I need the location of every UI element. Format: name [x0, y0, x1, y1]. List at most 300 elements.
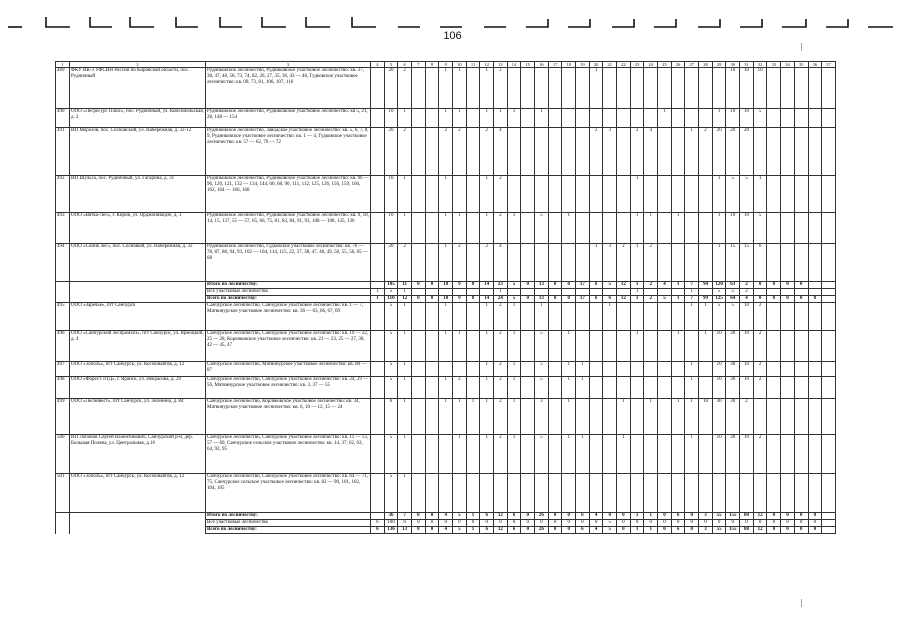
subtotal-value: 6 [589, 282, 603, 289]
value-cell [644, 176, 658, 213]
subtotal-value: 0 [671, 520, 685, 527]
column-number: 5 [384, 62, 398, 68]
value-cell [521, 244, 535, 282]
value-cell [425, 176, 439, 213]
value-cell: 1 [535, 303, 549, 331]
value-cell [412, 377, 426, 399]
value-cell: 10 [740, 303, 754, 331]
value-cell [617, 128, 631, 176]
subtotal-value: 26 [535, 513, 549, 520]
value-cell [439, 435, 453, 474]
value-cell [425, 244, 439, 282]
value-cell [412, 213, 426, 244]
subtotal-value: 11 [398, 282, 412, 289]
value-cell [781, 362, 795, 377]
subtotal-value: 7 [685, 296, 699, 303]
subtotal-value: 12 [617, 296, 631, 303]
subtotal-value: 13 [398, 527, 412, 534]
row-number: 491 [56, 128, 70, 176]
value-cell [630, 399, 644, 435]
value-cell: 3 [603, 244, 617, 282]
organization-cell: ООО «Тополь», пгт Санчурск, ул. Космонавтов, д. 12 [70, 362, 206, 377]
value-cell [808, 435, 822, 474]
subtotal-value: 17 [576, 296, 590, 303]
column-number: 22 [617, 62, 631, 68]
value-cell: 2 [494, 213, 508, 244]
value-cell: 30 [712, 399, 726, 435]
subtotal-value: 12 [617, 282, 631, 289]
value-cell [699, 435, 713, 474]
value-cell [630, 68, 644, 109]
subtotal-value: 0 [425, 513, 439, 520]
value-cell: 2 [753, 377, 767, 399]
subtotal-value: 55 [712, 513, 726, 520]
value-cell [767, 68, 781, 109]
value-cell [808, 244, 822, 282]
value-cell [767, 176, 781, 213]
value-cell [808, 377, 822, 399]
value-cell: 1 [712, 176, 726, 213]
value-cell: 1 [699, 303, 713, 331]
value-cell [630, 474, 644, 513]
value-cell [822, 377, 836, 399]
subtotal-value: 14 [480, 282, 494, 289]
value-cell [576, 176, 590, 213]
value-cell [617, 176, 631, 213]
value-cell [658, 331, 672, 362]
value-cell: 1 [658, 109, 672, 128]
value-cell: 1 [507, 377, 521, 399]
value-cell: 10 [726, 68, 740, 109]
value-cell: 1 [480, 435, 494, 474]
value-cell: 1 [685, 362, 699, 377]
subtotal-value: 0 [726, 520, 740, 527]
value-cell [671, 68, 685, 109]
subtotal-value: 0 [767, 513, 781, 520]
value-cell [412, 68, 426, 109]
value-cell [371, 213, 385, 244]
subtotal-value: 0 [658, 527, 672, 534]
subtotal-value: 99 [699, 296, 713, 303]
organization-cell: ООО «Санчурский леспромхоз», пгт Санчурск, ул. Ярмоцкий, д. 4 [70, 331, 206, 362]
value-cell: 1 [535, 109, 549, 128]
column-number: 17 [548, 62, 562, 68]
subtotal-value: 5 [453, 527, 467, 534]
subtotal-value: 4 [439, 513, 453, 520]
value-cell [685, 176, 699, 213]
value-cell: 10 [726, 213, 740, 244]
value-cell [548, 474, 562, 513]
subtotal-value: 13 [535, 282, 549, 289]
value-cell [589, 213, 603, 244]
value-cell [617, 331, 631, 362]
value-cell: 1 [453, 213, 467, 244]
value-cell: 1 [562, 435, 576, 474]
value-cell: 10 [740, 435, 754, 474]
value-cell [507, 176, 521, 213]
value-cell: 10 [753, 68, 767, 109]
column-number: 31 [740, 62, 754, 68]
value-cell: 2 [439, 128, 453, 176]
value-cell: 1 [562, 377, 576, 399]
value-cell: 1 [480, 68, 494, 109]
page-number: 106 [443, 30, 462, 42]
value-cell [794, 331, 808, 362]
subtotal-value [453, 289, 467, 296]
column-number: 15 [521, 62, 535, 68]
value-cell [466, 109, 480, 128]
value-cell [644, 109, 658, 128]
value-cell [535, 68, 549, 109]
column-number: 1 [56, 62, 70, 68]
value-cell [685, 474, 699, 513]
subtotal-value: 3 [699, 527, 713, 534]
subtotal-label: Итого по лесничеству: [206, 282, 371, 289]
subtotal-value: 0 [439, 520, 453, 527]
subtotal-value: 0 [808, 296, 822, 303]
column-number: 19 [576, 62, 590, 68]
value-cell: 2 [740, 399, 754, 435]
subtotal-value: 64 [726, 296, 740, 303]
value-cell [603, 109, 617, 128]
subtotal-value [781, 289, 795, 296]
empty-cell [56, 289, 70, 296]
subtotal-value: 6 [507, 513, 521, 520]
subtotal-value: 1 [630, 513, 644, 520]
value-cell [699, 176, 713, 213]
value-cell [589, 399, 603, 435]
subtotal-value [589, 289, 603, 296]
value-cell [699, 68, 713, 109]
value-cell: 1 [494, 109, 508, 128]
subtotal-value: 36 [384, 513, 398, 520]
organization-cell: ИП Морозов, пос. Сосновский, ул. Набережная, д. 32-12 [70, 128, 206, 176]
subtotal-value: 5 [658, 296, 672, 303]
value-cell [521, 362, 535, 377]
value-cell [699, 109, 713, 128]
value-cell: 1 [453, 68, 467, 109]
value-cell [371, 128, 385, 176]
subtotal-value: 0 [589, 520, 603, 527]
value-cell [630, 435, 644, 474]
empty-cell [70, 282, 206, 289]
subtotal-value: 0 [466, 520, 480, 527]
row-number: 494 [56, 244, 70, 282]
subtotal-value: 0 [794, 520, 808, 527]
value-cell: 3 [535, 399, 549, 435]
subtotal-value: 0 [548, 296, 562, 303]
subtotal-value: 0 [767, 527, 781, 534]
subtotal-value [794, 289, 808, 296]
value-cell: 1 [589, 68, 603, 109]
column-number: 25 [658, 62, 672, 68]
subtotal-row [56, 289, 836, 296]
subtotal-label: Всего по лесничеству: [206, 527, 371, 534]
value-cell [794, 244, 808, 282]
value-cell: 10 [740, 362, 754, 377]
table-row [56, 377, 836, 399]
value-cell [685, 213, 699, 244]
subtotal-value: 0 [740, 520, 754, 527]
column-number: 21 [603, 62, 617, 68]
subtotal-value [753, 289, 767, 296]
value-cell [671, 128, 685, 176]
subtotal-label: Итого по лесничеству: [206, 513, 371, 520]
subtotal-value: 2 [644, 296, 658, 303]
value-cell: 5 [712, 303, 726, 331]
value-cell: 4 [494, 244, 508, 282]
value-cell [371, 474, 385, 513]
subtotal-value: 0 [425, 527, 439, 534]
value-cell [576, 474, 590, 513]
column-number: 30 [726, 62, 740, 68]
subtotal-value: 0 [548, 527, 562, 534]
value-cell: 1 [439, 303, 453, 331]
subtotal-value: 0 [753, 282, 767, 289]
subtotal-value: 94 [699, 282, 713, 289]
subtotal-value: 0 [535, 520, 549, 527]
subtotal-value: 0 [781, 527, 795, 534]
subtotal-value: 6 [480, 513, 494, 520]
value-cell: 1 [398, 435, 412, 474]
value-cell: 1 [439, 331, 453, 362]
value-cell [794, 303, 808, 331]
value-cell [466, 474, 480, 513]
value-cell [671, 109, 685, 128]
value-cell [466, 244, 480, 282]
value-cell [548, 331, 562, 362]
subtotal-value: 23 [494, 282, 508, 289]
value-cell [521, 474, 535, 513]
value-cell [466, 68, 480, 109]
subtotal-value: 0 [808, 520, 822, 527]
subtotal-value: 0 [562, 520, 576, 527]
subtotal-value [822, 289, 836, 296]
table-row [56, 213, 836, 244]
value-cell [781, 109, 795, 128]
subtotal-value: 105 [384, 282, 398, 289]
subtotal-row [56, 520, 836, 527]
value-cell [466, 303, 480, 331]
subtotal-value: 0 [699, 520, 713, 527]
value-cell [808, 362, 822, 377]
value-cell: 10 [384, 213, 398, 244]
value-cell [699, 474, 713, 513]
value-cell: 5 [384, 435, 398, 474]
value-cell [589, 377, 603, 399]
value-cell [494, 474, 508, 513]
value-cell [589, 303, 603, 331]
value-cell [781, 68, 795, 109]
subtotal-value: 0 [548, 513, 562, 520]
value-cell: 15 [726, 244, 740, 282]
value-cell: 4 [494, 128, 508, 176]
subtotal-value: 0 [412, 527, 426, 534]
forestry-cell: Санчурское лесничество, Санчурское участковое лесничество: кв. 64 — 71, 75, Санчурское сельское участковое лесничество: кв. 82 — 90, 101, 102, 104, 105 [206, 474, 371, 513]
value-cell: 2 [494, 377, 508, 399]
value-cell: 1 [480, 399, 494, 435]
value-cell [699, 213, 713, 244]
value-cell [576, 109, 590, 128]
row-number: 492 [56, 176, 70, 213]
value-cell [562, 68, 576, 109]
value-cell [603, 176, 617, 213]
subtotal-value: 155 [726, 513, 740, 520]
value-cell: 1 [576, 377, 590, 399]
empty-cell [70, 527, 206, 534]
forestry-cell: Санчурское лесничество, Матвинурское участковое лесничество: кв. 80 — 87 [206, 362, 371, 377]
value-cell: 1 [685, 128, 699, 176]
column-number: 12 [480, 62, 494, 68]
value-cell [808, 128, 822, 176]
subtotal-value: 26 [535, 527, 549, 534]
value-cell: 2 [644, 244, 658, 282]
value-cell [712, 474, 726, 513]
value-cell [562, 474, 576, 513]
organization-cell: ИП Лобанов Сергей Валентинович, Санчурский р-н, дер. Большая Поляна, ул. Центральная, д.16 [70, 435, 206, 474]
value-cell [371, 399, 385, 435]
value-cell: 1 [398, 362, 412, 377]
value-cell [603, 377, 617, 399]
subtotal-value: 4 [589, 513, 603, 520]
value-cell [548, 68, 562, 109]
value-cell [535, 474, 549, 513]
subtotal-value: 0 [794, 296, 808, 303]
subtotal-value [617, 289, 631, 296]
value-cell [712, 68, 726, 109]
value-cell [562, 109, 576, 128]
value-cell [808, 474, 822, 513]
value-cell: 1 [685, 399, 699, 435]
value-cell [371, 377, 385, 399]
value-cell: 4 [644, 128, 658, 176]
value-cell [425, 303, 439, 331]
value-cell: 1 [398, 176, 412, 213]
subtotal-value: 0 [630, 520, 644, 527]
value-cell [371, 176, 385, 213]
forestry-cell: Рудниковское лесничество, Рудниковское участковое лесничество: кв 5, 21, 28, 148 — 154 [206, 109, 371, 128]
value-cell: 1 [480, 331, 494, 362]
value-cell [412, 362, 426, 377]
value-cell [548, 362, 562, 377]
column-number: 37 [822, 62, 836, 68]
table-row [56, 474, 836, 513]
value-cell: 5 [535, 377, 549, 399]
organization-cell: ООО «Заречье», пгт Санчурск [70, 303, 206, 331]
value-cell [630, 109, 644, 128]
subtotal-value [822, 527, 836, 534]
value-cell: 1 [685, 435, 699, 474]
value-cell [781, 244, 795, 282]
value-cell [671, 176, 685, 213]
value-cell [822, 399, 836, 435]
value-cell [466, 331, 480, 362]
column-number: 24 [644, 62, 658, 68]
column-number: 18 [562, 62, 576, 68]
subtotal-value: 120 [712, 282, 726, 289]
value-cell [589, 474, 603, 513]
value-cell [767, 474, 781, 513]
value-cell: 1 [480, 377, 494, 399]
value-cell [576, 213, 590, 244]
value-cell [630, 303, 644, 331]
value-cell: 1 [453, 331, 467, 362]
value-cell: 2 [494, 399, 508, 435]
value-cell [794, 435, 808, 474]
table-row [56, 435, 836, 474]
subtotal-value: 0 [412, 282, 426, 289]
value-cell [521, 176, 535, 213]
subtotal-value: 2 [740, 289, 754, 296]
subtotal-value [425, 289, 439, 296]
table-row [56, 109, 836, 128]
value-cell: 1 [671, 331, 685, 362]
value-cell: 10 [726, 109, 740, 128]
value-cell [603, 213, 617, 244]
subtotal-value: 0 [781, 513, 795, 520]
subtotal-value: 0 [562, 296, 576, 303]
value-cell [794, 377, 808, 399]
subtotal-value: 0 [685, 513, 699, 520]
value-cell [425, 474, 439, 513]
organization-cell: ООО «Лесресурс Плюс», пос. Рудничный, ул. Комсомольская, д. 2 [70, 109, 206, 128]
value-cell [521, 68, 535, 109]
value-cell: 1 [603, 303, 617, 331]
forestry-cell: Санчурское лесничество, Корляковское участковое лесничество: кв. 34, Матвинурское участковое лесничество: кв. 6, 10 — 12, 15 — 24 [206, 399, 371, 435]
subtotal-value: 5 [507, 282, 521, 289]
subtotal-value: 0 [521, 282, 535, 289]
value-cell: 1 [480, 213, 494, 244]
value-cell [412, 435, 426, 474]
subtotal-value: 1 [671, 282, 685, 289]
subtotal-value: 1 [685, 289, 699, 296]
value-cell: 2 [398, 128, 412, 176]
value-cell [822, 362, 836, 377]
value-cell [781, 399, 795, 435]
value-cell [685, 244, 699, 282]
forestry-cell: Рудниковское лесничество, Гудковское участковое лесничество: кв. 76 — 78, 87, 88, 94, 93, 102 — 104, 114, 115, 22, 37, 38, 47, 48, 49, 50, 55, 56, 65 — 68 [206, 244, 371, 282]
column-number: 2 [70, 62, 206, 68]
value-cell: 20 [740, 128, 754, 176]
value-cell [767, 399, 781, 435]
value-cell [822, 213, 836, 244]
value-cell [658, 377, 672, 399]
subtotal-value: 0 [466, 282, 480, 289]
subtotal-value: 0 [425, 296, 439, 303]
value-cell: 5 [384, 377, 398, 399]
value-cell [808, 109, 822, 128]
value-cell: 1 [617, 399, 631, 435]
value-cell [412, 474, 426, 513]
subtotal-value [822, 513, 836, 520]
value-cell: 10 [712, 377, 726, 399]
value-cell: 1 [507, 362, 521, 377]
subtotal-value: 1 [466, 527, 480, 534]
value-cell [507, 128, 521, 176]
subtotal-value: 0 [781, 282, 795, 289]
value-cell [822, 474, 836, 513]
value-cell: 10 [740, 377, 754, 399]
subtotal-value: 0 [576, 520, 590, 527]
value-cell: 5 [384, 474, 398, 513]
value-cell [562, 176, 576, 213]
subtotal-value: 10 [439, 282, 453, 289]
value-cell: 2 [753, 435, 767, 474]
value-cell [671, 435, 685, 474]
value-cell [767, 213, 781, 244]
value-cell [617, 109, 631, 128]
value-cell: 2 [480, 128, 494, 176]
